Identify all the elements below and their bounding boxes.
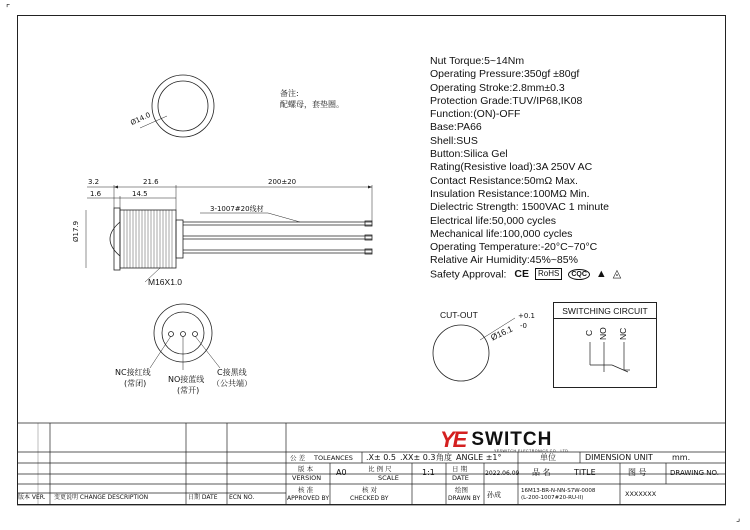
spec-rating: Rating(Resistive load):3A 250V AC <box>430 161 593 174</box>
brand-logo <box>440 427 570 453</box>
dim-200: 200±20 <box>268 178 297 186</box>
tb-rev-ecn: ECN NO. <box>229 494 255 501</box>
dim-thread: M16X1.0 <box>148 277 183 287</box>
tb-dwg-no: XXXXXXX <box>625 490 657 498</box>
tb-rev-desc: 变更说明 CHANGE DESCRIPTION <box>54 494 149 501</box>
switching-circuit-title: SWITCHING CIRCUIT <box>553 302 657 319</box>
rohs-mark-icon: RoHS <box>535 268 562 280</box>
cutout-dim: Ø16.1 <box>488 323 515 343</box>
dim-17-9: Ø17.9 <box>72 220 80 242</box>
tb-dwg-en: DRAWING NO. <box>670 469 719 477</box>
tb-drawn-cn: 绘图 <box>455 486 468 494</box>
cqc-mark-icon: CQC <box>568 269 590 280</box>
spec-protection-grade: Protection Grade:TUV/IP68,IK08 <box>430 94 583 107</box>
note-body: 配螺母，套垫圈。 <box>280 100 344 109</box>
tb-ver-val: A0 <box>336 468 347 477</box>
corner-mark-br: ⌟ <box>736 513 741 523</box>
tb-date-en: DATE <box>452 474 469 482</box>
tb-date-cn: 日 期 <box>452 465 468 473</box>
dim-1-6: 1.6 <box>90 190 102 198</box>
cutout-title: CUT-OUT <box>440 310 478 320</box>
spec-base: Base:PA66 <box>430 121 482 134</box>
tb-chk-en: CHECKED BY <box>350 495 389 502</box>
tb-name-en: TITLE <box>574 468 596 477</box>
pin-no-sub: (常开) <box>177 386 200 395</box>
tb-scale-cn: 比 例 尺 <box>368 465 392 473</box>
tb-part-no: 16M13-BR-N-NN-S7W-0008 <box>521 488 596 494</box>
tb-tol-x: .X± 0.5 <box>366 453 396 462</box>
tb-rev-date: 日期 DATE <box>188 494 218 501</box>
dim-21-6: 21.6 <box>143 178 159 186</box>
cutout-circle <box>433 325 489 381</box>
tb-unit-en: DIMENSION UNIT <box>585 453 653 462</box>
sc-pin-nc: NC <box>618 327 628 340</box>
tb-tol-xx: .XX± 0.3 <box>400 453 436 462</box>
spec-button: Button:Silica Gel <box>430 148 508 161</box>
sc-pin-c: C <box>584 329 594 336</box>
tb-angle-cn: 角度 <box>436 453 452 462</box>
spec-insulation-resistance: Insulation Resistance:100MΩ Min. <box>430 187 590 200</box>
tb-angle-en: ANGLE ±1° <box>456 453 502 462</box>
safety-approval-row <box>430 268 621 282</box>
tb-rev-ver: 版本 VER. <box>18 494 46 501</box>
tb-unit-val: mm. <box>672 453 691 462</box>
note <box>280 88 344 110</box>
spec-operating-pressure: Operating Pressure:350gf ±80gf <box>430 68 580 81</box>
spec-contact-resistance: Contact Resistance:50mΩ Max. <box>430 174 578 187</box>
tb-chk-cn: 核 对 <box>362 486 378 494</box>
spec-function: Function:(ON)-OFF <box>430 108 521 121</box>
tb-part-desc: (L-200-1007#20-RU-II) <box>521 495 584 501</box>
tb-tol-en: TOLEANCES <box>314 454 353 462</box>
spec-dielectric-strength: Dielectric Strength: 1500VAC 1 minute <box>430 201 609 214</box>
spec-mechanical-life: Mechanical life:100,000 cycles <box>430 227 573 240</box>
tb-appr-cn: 核 准 <box>298 486 314 494</box>
tb-drawn-val: 孙成 <box>487 491 501 499</box>
spec-operating-temperature: Operating Temperature:-20°C~70°C <box>430 241 598 254</box>
corner-mark-tl: ⌜ <box>6 3 11 13</box>
top-view-inner <box>158 81 208 131</box>
pin-nc-label: NC接红线 <box>115 368 151 377</box>
brand-switch: SWITCH <box>471 429 553 450</box>
tb-ver-cn: 版 本 <box>298 465 314 473</box>
brand-ye: YE <box>440 427 466 452</box>
tb-drawn-en: DRAWN BY <box>448 495 481 502</box>
ce-mark-icon: CE <box>514 267 529 280</box>
spec-operating-stroke: Operating Stroke:2.8mm±0.3 <box>430 81 565 94</box>
safety-approval-label: Safety Approval: <box>430 268 507 281</box>
dim-diameter-top: Ø14.0 <box>129 110 152 128</box>
cutout-tol-dn: -0 <box>520 322 527 330</box>
tb-name-cn: 品 名 <box>532 468 551 477</box>
note-title: 备注: <box>280 89 299 98</box>
tb-tol-cn: 公 差 <box>290 454 306 462</box>
dim-wire: 3-1007#20线材 <box>210 205 264 213</box>
wires <box>183 221 372 254</box>
spec-list <box>430 55 621 281</box>
spec-shell: Shell:SUS <box>430 134 478 147</box>
pin-c-sub: （公共端） <box>212 379 252 388</box>
cutout-tol-up: +0.1 <box>518 312 535 320</box>
tb-ver-en: VERSION <box>292 474 322 482</box>
button-dome <box>110 222 120 256</box>
spec-nut-torque: Nut Torque:5~14Nm <box>430 55 525 67</box>
tb-dwg-cn: 图 号 <box>628 468 647 477</box>
spec-relative-humidity: Relative Air Humidity:45%~85% <box>430 254 578 267</box>
dim-3-2: 3.2 <box>88 178 100 186</box>
tb-appr-en: APPROVED BY <box>287 495 330 502</box>
tb-scale-val: 1:1 <box>422 468 435 477</box>
warning-triangle-circle-icon: ◬ <box>612 267 622 280</box>
sc-pin-no: NO <box>598 327 608 340</box>
dim-14-5: 14.5 <box>132 190 148 198</box>
pin-nc-sub: (常闭) <box>124 379 147 388</box>
pin-c-label: C接黑线 <box>217 368 247 377</box>
tb-unit-cn: 单位 <box>540 453 556 462</box>
top-view-outer <box>152 75 214 137</box>
triangle-mark-icon: ▲ <box>595 267 607 280</box>
pin-no-label: NO接蓝线 <box>168 375 205 384</box>
tb-scale-en: SCALE <box>378 474 399 482</box>
spec-electrical-life: Electrical life:50,000 cycles <box>430 214 557 227</box>
tb-date-val: 2022.06.09 <box>485 470 520 477</box>
brand-sub: YESWITCH ELECTRONICS CO., LTD. <box>494 449 570 453</box>
